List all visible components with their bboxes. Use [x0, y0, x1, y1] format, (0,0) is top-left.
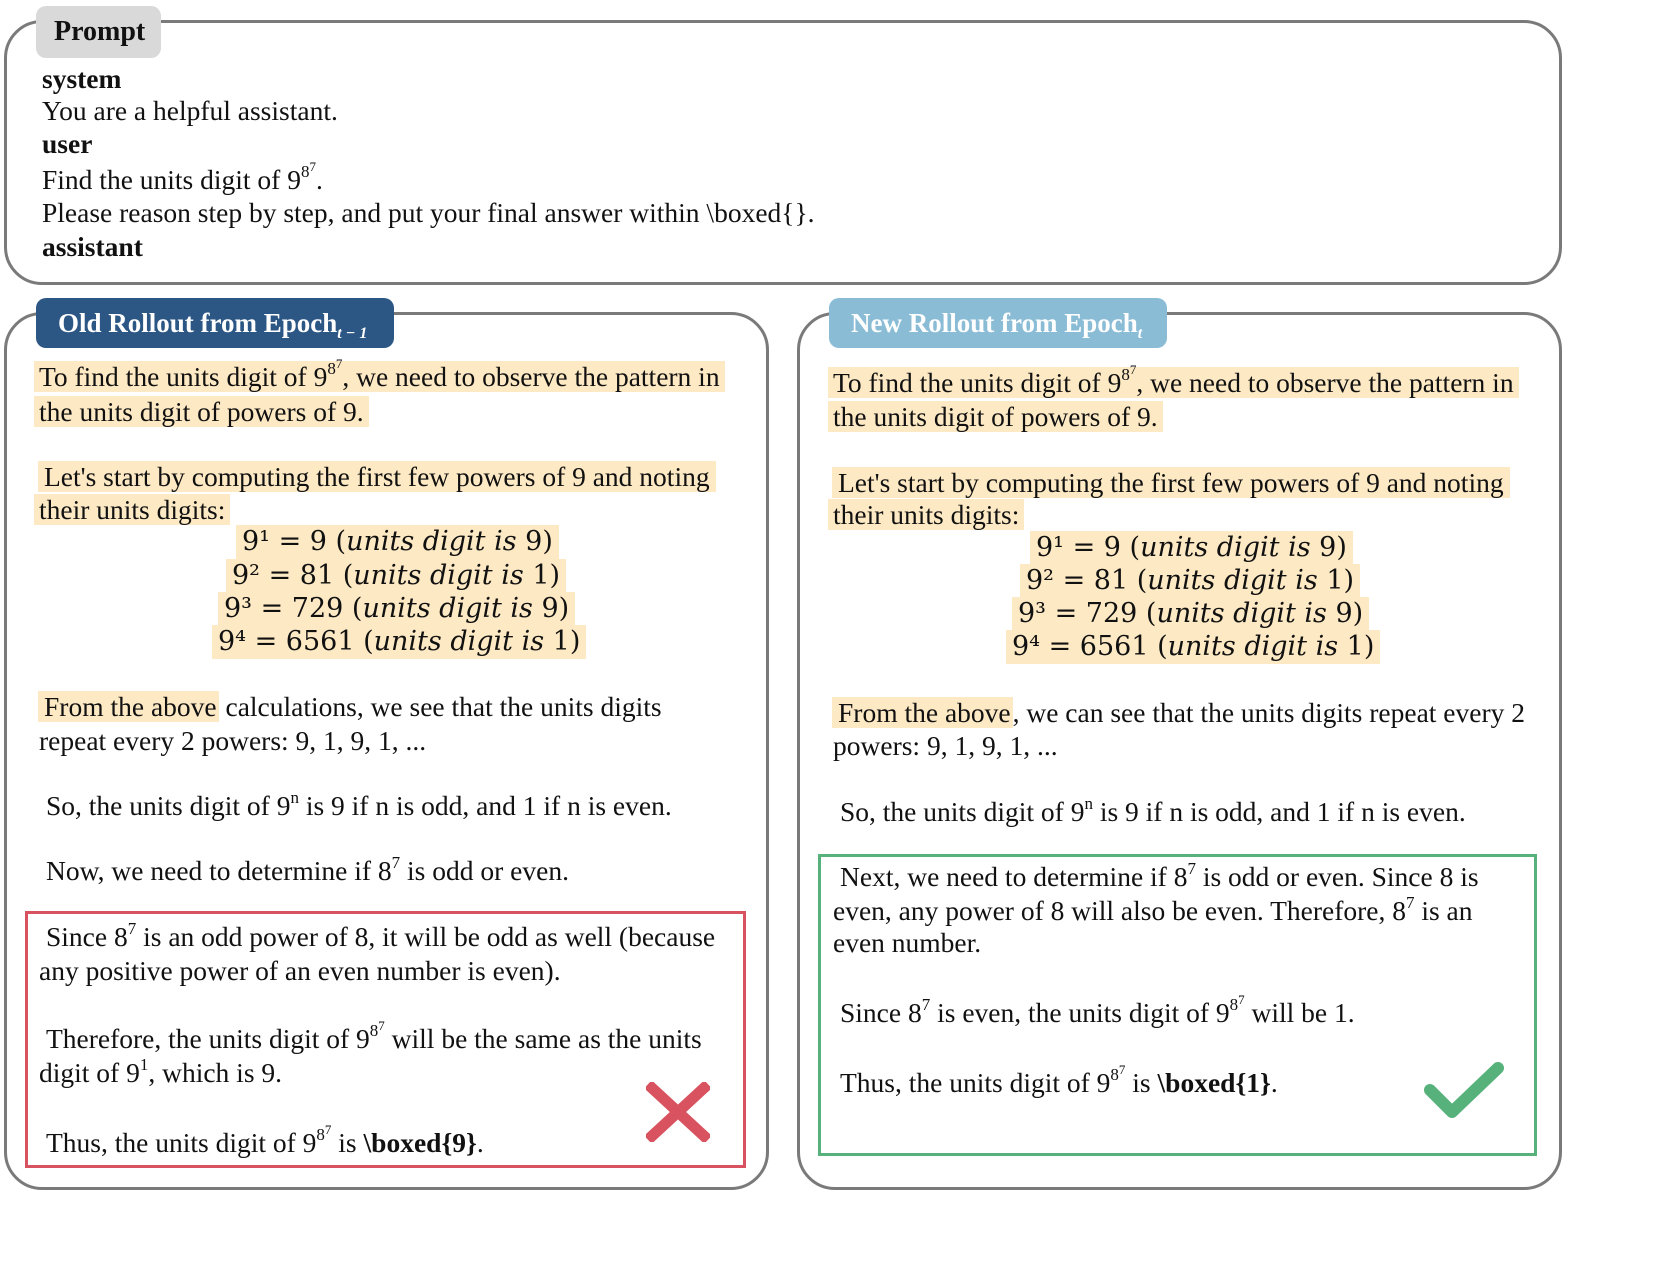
prompt-tab: Prompt	[36, 6, 161, 58]
new-p4: So, the units digit of 9$^n$ is 9 if n is odd, and 1 if n is even.	[840, 794, 1466, 827]
old-p2-line1: Let's start by computing the first few powers of 9 and noting	[38, 460, 716, 494]
old-p3-line2: repeat every 2 powers: 9, 1, 9, 1, ...	[39, 725, 427, 756]
system-text: You are a helpful assistant.	[42, 95, 338, 126]
new-p5-line3: even number.	[833, 927, 982, 958]
old-power-2: 9² = 81 (units digit is 1)	[226, 559, 566, 593]
old-power-4: 9⁴ = 6561 (units digit is 1)	[212, 625, 586, 659]
old-p3-line1: From the above calculations, we see that the units digits	[38, 690, 662, 724]
instruction-text: Please reason step by step, and put your final answer within \boxed{}.	[42, 197, 815, 228]
assistant-label: assistant	[42, 231, 143, 262]
new-p2-line2: their units digits:	[828, 498, 1024, 532]
old-p7-line1: Therefore, the units digit of $9^{8^7}$ will be the same as the units	[46, 1018, 702, 1054]
new-p3-line2: powers: 9, 1, 9, 1, ...	[833, 730, 1058, 761]
prompt-panel	[4, 20, 1562, 285]
cross-icon	[646, 1082, 710, 1142]
old-p1-line1: To find the units digit of $9^{8^7}$, we need to observe the pattern in	[34, 360, 725, 394]
new-power-2: 9² = 81 (units digit is 1)	[1020, 564, 1360, 598]
old-p4: So, the units digit of 9$^n$ is 9 if n is odd, and 1 if n is even.	[46, 788, 672, 821]
old-p6-line2: any positive power of an even number is even).	[39, 955, 561, 986]
old-power-3: 9³ = 729 (units digit is 9)	[218, 592, 575, 626]
user-label: user	[42, 128, 93, 159]
system-label: system	[42, 63, 122, 94]
old-p5: Now, we need to determine if $8^7$ is odd or even.	[46, 853, 569, 886]
new-p6: Since $8^7$ is even, the units digit of $9^{8^7}$ will be 1.	[840, 992, 1355, 1028]
old-p8: Thus, the units digit of $9^{8^7}$ is \boxed{9}.	[46, 1122, 484, 1158]
old-p7-line2: digit of $9^1$, which is 9.	[39, 1055, 283, 1088]
old-p2-line2: their units digits:	[34, 493, 230, 527]
old-power-1: 9¹ = 9 (units digit is 9)	[236, 525, 559, 559]
new-p5-line2: even, any power of 8 will also be even. Therefore, $8^7$ is an	[833, 893, 1473, 926]
old-p6-line1: Since $8^7$ is an odd power of 8, it will be odd as well (because	[46, 919, 716, 952]
new-power-4: 9⁴ = 6561 (units digit is 1)	[1006, 630, 1380, 664]
new-power-3: 9³ = 729 (units digit is 9)	[1012, 597, 1369, 631]
checkmark-icon	[1422, 1060, 1504, 1122]
old-rollout-tab: Old Rollout from Epoch$_{t - 1}$	[36, 298, 394, 348]
old-p1-line2: the units digit of powers of 9.	[34, 395, 369, 429]
new-p1-line1: To find the units digit of $9^{8^7}$, we need to observe the pattern in	[828, 366, 1519, 400]
new-p3-line1: From the above, we can see that the units digits repeat every 2	[832, 696, 1525, 730]
new-p5-line1: Next, we need to determine if $8^7$ is odd or even. Since 8 is	[840, 859, 1479, 892]
new-power-1: 9¹ = 9 (units digit is 9)	[1030, 531, 1353, 565]
new-p7: Thus, the units digit of $9^{8^7}$ is \boxed{1}.	[840, 1062, 1278, 1098]
question-text: Find the units digit of $9^{8^7}$.	[42, 159, 323, 195]
new-rollout-tab: New Rollout from Epoch$_t$	[829, 298, 1167, 348]
new-p2-line1: Let's start by computing the first few powers of 9 and noting	[832, 466, 1510, 500]
new-p1-line2: the units digit of powers of 9.	[828, 400, 1163, 434]
